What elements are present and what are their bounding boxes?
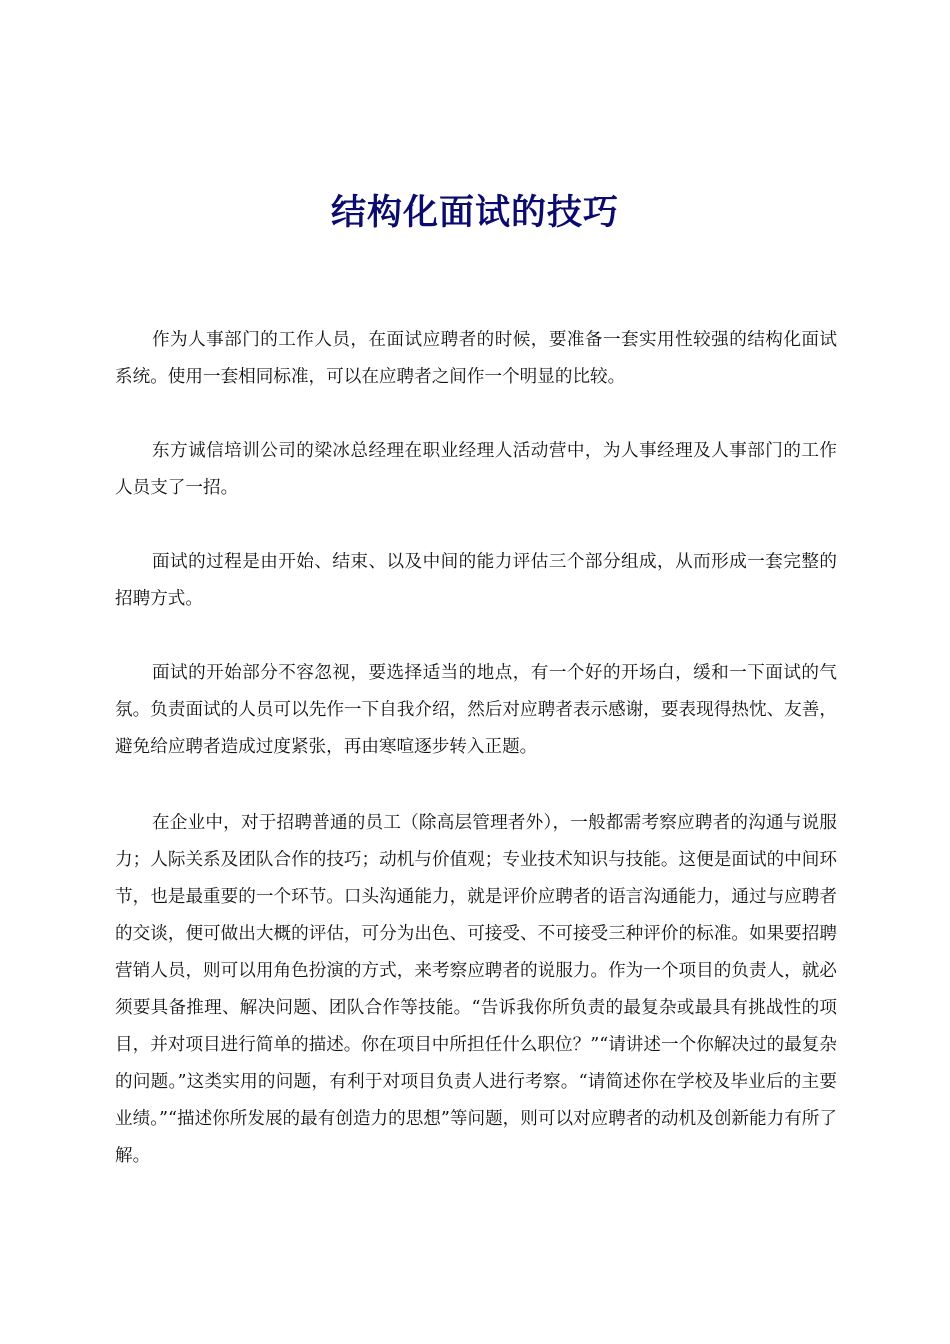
paragraph-process: 面试的过程是由开始、结束、以及中间的能力评估三个部分组成，从而形成一套完整的招聘方式。 [115,552,837,609]
paragraph-opening: 面试的开始部分不容忽视，要选择适当的地点，有一个好的开场白，缓和一下面试的气氛。负责面试的人员可以先作一下自我介绍，然后对应聘者表示感谢，要表现得热忱、友善，避免给应聘者造成过度紧张，再由寒喧逐步转入正题。 [115,663,837,757]
paragraph-middle-stage: 在企业中，对于招聘普通的员工（除高层管理者外），一般都需考察应聘者的沟通与说服力；人际关系及团队合作的技巧；动机与价值观；专业技术知识与技能。这便是面试的中间环节，也是最重要的一个环节。口头沟通能力，就是评价应聘者的语言沟通能力，通过与应聘者的交谈，便可做出大概的评估，可分为出色、可接受、不可接受三种评价的标准。如果要招聘营销人员，则可以用角色扮演的方式，来考察应聘者的说服力。作为一个项目的负责人，就必须要具备推理、解决问题、团队合作等技能。“告诉我你所负责的最复杂或最具有挑战性的项目，并对项目进行简单的描述。你在项目中所担任什么职位？”“请讲述一个你解决过的最复杂的问题。”这类实用的问题，有利于对项目负责人进行考察。“请简述你在学校及毕业后的主要业绩。”“描述你所发展的最有创造力的思想”等问题，则可以对应聘者的动机及创新能力有所了解。 [115,813,837,1166]
document-title: 结构化面试的技巧 [330,193,619,233]
paragraph-intro: 作为人事部门的工作人员，在面试应聘者的时候，要准备一套实用性较强的结构化面试系统。使用一套相同标准，可以在应聘者之间作一个明显的比较。 [115,330,837,387]
paragraph-source: 东方诚信培训公司的梁冰总经理在职业经理人活动营中，为人事经理及人事部门的工作人员支了一招。 [115,441,837,498]
